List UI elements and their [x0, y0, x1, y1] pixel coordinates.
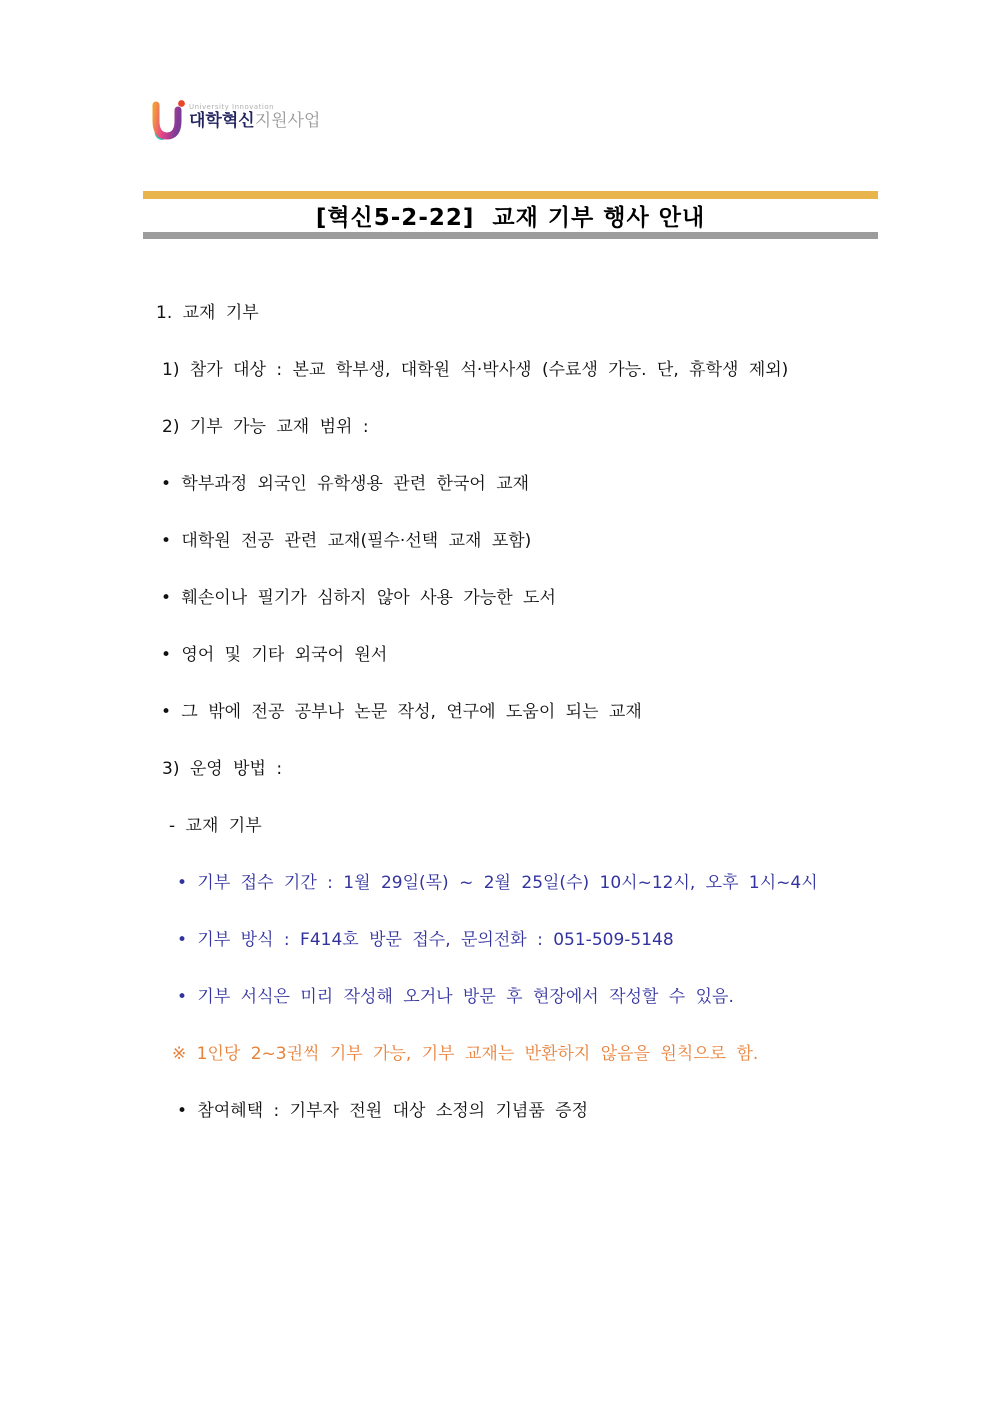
body-line-scope-item-5: • 그 밖에 전공 공부나 논문 작성, 연구에 도움이 되는 교재 [161, 701, 642, 722]
document-body [143, 284, 903, 1139]
page-title: [혁신5-2-22] 교재 기부 행사 안내 [315, 205, 706, 231]
body-line-period: • 기부 접수 기간 : 1월 29일(목) ~ 2월 25일(수) 10시~12시, 오후 1시~4시 [177, 872, 818, 893]
body-line-section-1: 1. 교재 기부 [156, 302, 259, 323]
body-line-scope-item-2: • 대학원 전공 관련 교재(필수·선택 교재 포함) [161, 530, 532, 551]
logo-brand [189, 111, 320, 131]
logo-text [189, 99, 320, 131]
title-banner [143, 191, 878, 239]
body-line-method-header: 3) 운영 방법 : [162, 758, 283, 779]
banner-bottom-bar [143, 232, 878, 239]
body-line-form: • 기부 서식은 미리 작성해 오거나 방문 후 현장에서 작성할 수 있음. [177, 986, 734, 1007]
body-line-scope-item-3: • 훼손이나 필기가 심하지 않아 사용 가능한 도서 [161, 587, 556, 608]
body-line-note: ※ 1인당 2~3권씩 기부 가능, 기부 교재는 반환하지 않음을 원칙으로 함. [172, 1043, 759, 1064]
university-innovation-logo [149, 99, 320, 141]
body-line-participants: 1) 참가 대상 : 본교 학부생, 대학원 석·박사생 (수료생 가능. 단, 휴학생 제외) [162, 359, 789, 380]
body-line-benefit: • 참여혜택 : 기부자 전원 대상 소정의 기념품 증정 [177, 1100, 589, 1121]
body-line-scope-item-4: • 영어 및 기타 외국어 원서 [161, 644, 388, 665]
u-gradient-icon [149, 99, 185, 141]
body-line-scope-item-1: • 학부과정 외국인 유학생용 관련 한국어 교재 [161, 473, 530, 494]
body-line-how-to: • 기부 방식 : F414호 방문 접수, 문의전화 : 051-509-5148 [177, 929, 674, 950]
logo-subtitle: University Innovation [189, 103, 275, 111]
body-line-donation-sub: - 교재 기부 [169, 815, 262, 836]
logo-brand-bold: 대학혁신 [189, 111, 255, 131]
logo-brand-light: 지원사업 [254, 111, 321, 131]
banner-top-bar [143, 191, 878, 199]
body-line-scope-header: 2) 기부 가능 교재 범위 : [162, 416, 369, 437]
